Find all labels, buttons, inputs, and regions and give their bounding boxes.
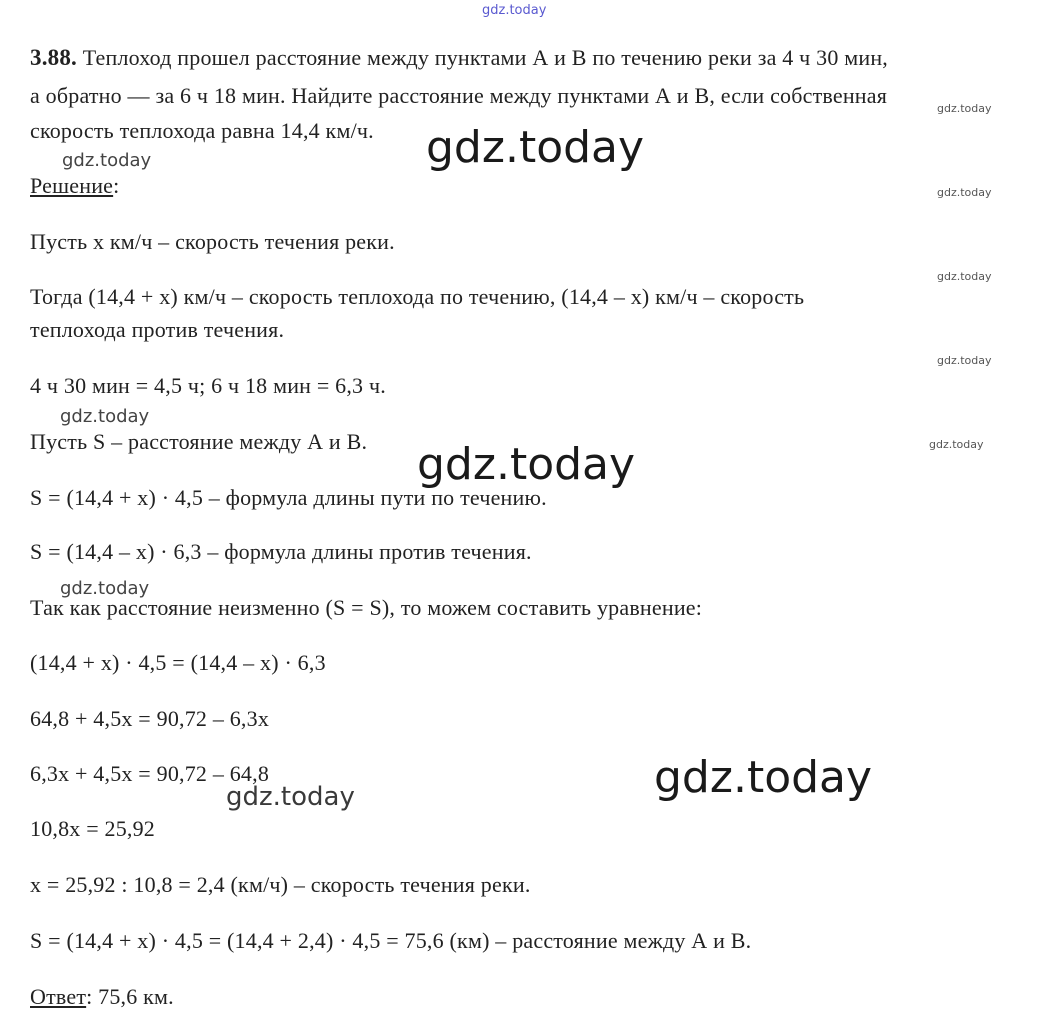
equation-line: 6,3х + 4,5х = 90,72 – 64,8 xyxy=(30,761,270,786)
solution-line: S = (14,4 – х) · 6,3 – формула длины против течения. xyxy=(30,539,532,564)
solution-line: Пусть х км/ч – скорость течения реки. xyxy=(30,229,395,254)
equation-line: 10,8х = 25,92 xyxy=(30,816,156,841)
problem-line-2: а обратно — за 6 ч 18 мин. Найдите расстояние между пунктами А и В, если собственная xyxy=(30,83,888,108)
watermark-big: gdz.today xyxy=(426,122,645,173)
watermark-tiny: gdz.today xyxy=(937,186,992,199)
watermark-small: gdz.today xyxy=(60,406,150,427)
answer xyxy=(30,983,174,1011)
problem-line-3: скорость теплохода равна 14,4 км/ч. xyxy=(30,118,374,143)
solution-line: Пусть S – расстояние между А и В. xyxy=(30,429,368,454)
watermark-tiny: gdz.today xyxy=(937,102,992,115)
solution-line: Тогда (14,4 + х) км/ч – скорость теплохода по течению, (14,4 – х) км/ч – скорость xyxy=(30,284,805,309)
watermark-tiny: gdz.today xyxy=(929,438,984,451)
watermark-tiny: gdz.today xyxy=(937,354,992,367)
solution-line: х = 25,92 : 10,8 = 2,4 (км/ч) – скорость течения реки. xyxy=(30,872,531,897)
watermark-top: gdz.today xyxy=(482,3,547,18)
watermark-medium: gdz.today xyxy=(226,782,355,812)
watermark-small: gdz.today xyxy=(60,578,150,599)
solution-heading-label: Решение xyxy=(30,173,114,198)
watermark-big: gdz.today xyxy=(417,439,636,490)
solution-line: S = (14,4 + х) · 4,5 – формула длины пути по течению. xyxy=(30,485,547,510)
equation-line: (14,4 + х) · 4,5 = (14,4 – х) · 6,3 xyxy=(30,650,326,675)
watermark-tiny: gdz.today xyxy=(937,270,992,283)
problem-number: 3.88. xyxy=(30,45,77,70)
solution-heading-colon: : xyxy=(113,173,120,198)
answer-label: Ответ xyxy=(30,984,87,1009)
answer-value: : 75,6 км. xyxy=(86,984,174,1009)
problem-text-1: Теплоход прошел расстояние между пунктами А и В по течению реки за 4 ч 30 мин, xyxy=(77,45,889,70)
solution-line: 4 ч 30 мин = 4,5 ч; 6 ч 18 мин = 6,3 ч. xyxy=(30,373,386,398)
solution-heading xyxy=(30,172,119,200)
watermark-small: gdz.today xyxy=(62,150,152,171)
problem-line-1 xyxy=(30,44,888,72)
equation-line: 64,8 + 4,5х = 90,72 – 6,3х xyxy=(30,706,270,731)
solution-line: теплохода против течения. xyxy=(30,317,285,342)
watermark-big: gdz.today xyxy=(654,752,873,803)
solution-line: S = (14,4 + х) · 4,5 = (14,4 + 2,4) · 4,5 = 75,6 (км) – расстояние между А и В. xyxy=(30,928,752,953)
solution-line: Так как расстояние неизменно (S = S), то можем составить уравнение: xyxy=(30,595,703,620)
